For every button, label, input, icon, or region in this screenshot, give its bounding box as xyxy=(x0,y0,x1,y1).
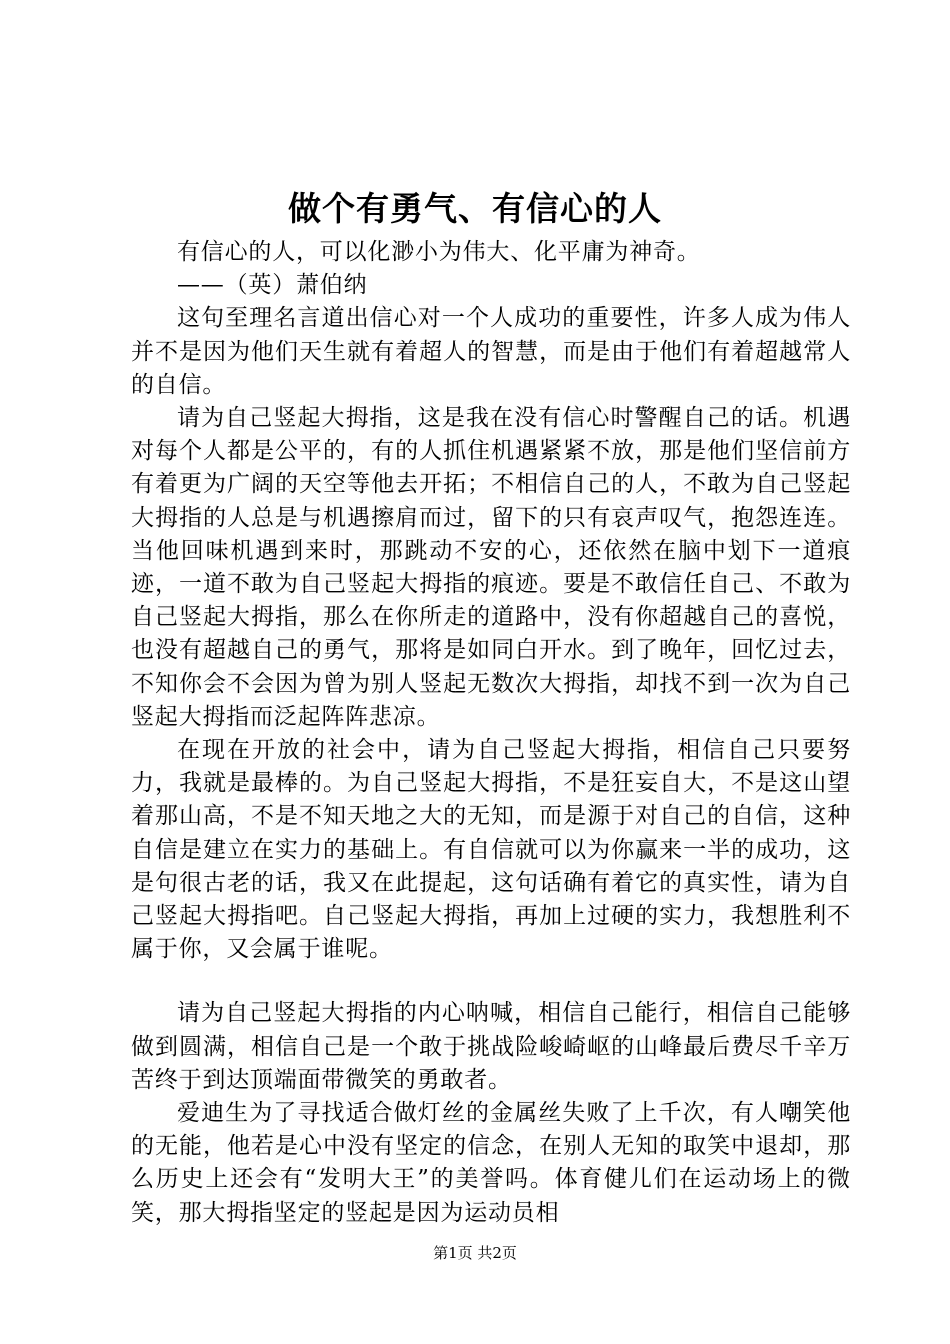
paragraph-4: 请为自己竖起大拇指的内心呐喊，相信自己能行，相信自己能够做到圆满，相信自己是一个敢于挑战险峻崎岖的山峰最后费尽千辛万苦终于到达顶端面带微笑的勇敢者。 xyxy=(131,1000,851,1093)
document-body xyxy=(131,236,851,1230)
paragraph-3: 在现在开放的社会中，请为自己竖起大拇指，相信自己只要努力，我就是最棒的。为自己竖起大拇指，不是狂妄自大，不是这山望着那山高，不是不知天地之大的无知，而是源于对自己的自信，这种自信是建立在实力的基础上。有自信就可以为你赢来一半的成功，这是句很古老的话，我又在此提起，这句话确有着它的真实性，请为自己竖起大拇指吧。自己竖起大拇指，再加上过硬的实力，我想胜利不属于你，又会属于谁呢。 xyxy=(131,737,851,963)
paragraph-5: 爱迪生为了寻找适合做灯丝的金属丝失败了上千次，有人嘲笑他的无能，他若是心中没有坚定的信念，在别人无知的取笑中退却，那么历史上还会有“发明大王”的美誉吗。体育健儿们在运动场上的微笑，那大拇指坚定的竖起是因为运动员相 xyxy=(131,1100,851,1226)
paragraph-2: 请为自己竖起大拇指，这是我在没有信心时警醒自己的话。机遇对每个人都是公平的，有的人抓住机遇紧紧不放，那是他们坚信前方有着更为广阔的天空等他去开拓；不相信自己的人，不敢为自己竖起大拇指的人总是与机遇擦肩而过，留下的只有哀声叹气，抱怨连连。当他回味机遇到来时，那跳动不安的心，还依然在脑中划下一道痕迹，一道不敢为自己竖起大拇指的痕迹。要是不敢信任自己、不敢为自己竖起大拇指，那么在你所走的道路中，没有你超越自己的喜悦，也没有超越自己的勇气，那将是如同白开水。到了晚年，回忆过去，不知你会不会因为曾为别人竖起无数次大拇指，却找不到一次为自己竖起大拇指而泛起阵阵悲凉。 xyxy=(131,405,851,730)
paragraph-1: 这句至理名言道出信心对一个人成功的重要性，许多人成为伟人并不是因为他们天生就有着超人的智慧，而是由于他们有着超越常人的自信。 xyxy=(131,305,851,398)
quote-line: 有信心的人，可以化渺小为伟大、化平庸为神奇。 xyxy=(177,239,701,265)
page-number-footer: 第1页 共2页 xyxy=(433,1244,517,1262)
quote-attribution: ——（英）萧伯纳 xyxy=(177,272,368,299)
document-title: 做个有勇气、有信心的人 xyxy=(288,189,662,228)
